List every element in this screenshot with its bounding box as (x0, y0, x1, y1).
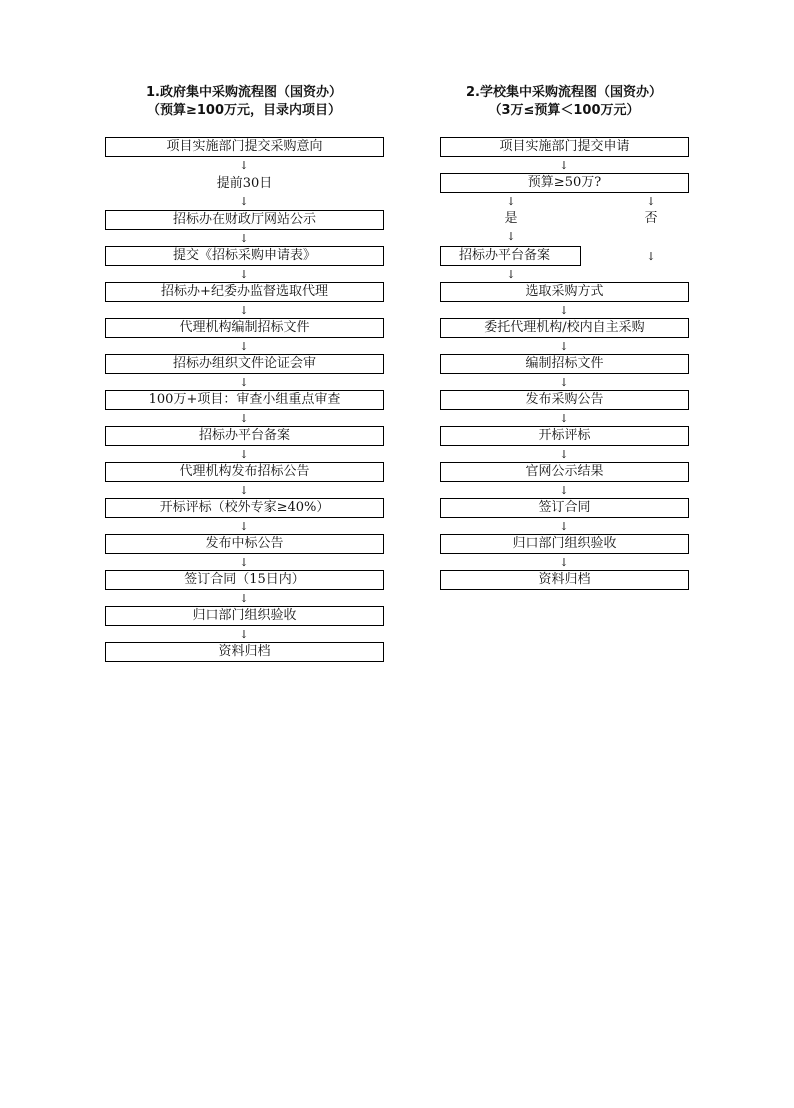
left-step-14: 归口部门组织验收 (105, 606, 384, 626)
arrow-icon (646, 249, 656, 264)
arrow-icon (559, 519, 569, 534)
right-step-method: 选取采购方式 (440, 282, 689, 302)
right-step-acceptance: 归口部门组织验收 (440, 534, 689, 554)
arrow-icon (239, 483, 249, 498)
arrow-icon (506, 194, 516, 209)
arrow-icon (559, 447, 569, 462)
right-step-filing: 招标办平台备案 (440, 246, 581, 266)
right-decision: 预算≥50万? (440, 173, 689, 193)
left-step-6: 代理机构编制招标文件 (105, 318, 384, 338)
arrow-icon (239, 158, 249, 173)
arrow-icon (559, 339, 569, 354)
right-step-1: 项目实施部门提交申请 (440, 137, 689, 157)
left-step-1: 项目实施部门提交采购意向 (105, 137, 384, 157)
left-step-13: 签订合同（15日内） (105, 570, 384, 590)
right-step-bid-eval: 开标评标 (440, 426, 689, 446)
arrow-icon (239, 411, 249, 426)
left-step-3: 招标办在财政厅网站公示 (105, 210, 384, 230)
arrow-icon (646, 194, 656, 209)
arrow-icon (239, 591, 249, 606)
arrow-icon (559, 303, 569, 318)
arrow-icon (239, 447, 249, 462)
left-step-5: 招标办+纪委办监督选取代理 (105, 282, 384, 302)
right-step-publicize: 官网公示结果 (440, 462, 689, 482)
right-title-line1: 2.学校集中采购流程图（国资办） (466, 85, 662, 100)
right-step-contract: 签订合同 (440, 498, 689, 518)
left-step-9: 招标办平台备案 (105, 426, 384, 446)
arrow-icon (239, 267, 249, 282)
arrow-icon (239, 231, 249, 246)
arrow-icon (239, 194, 249, 209)
right-step-announce: 发布采购公告 (440, 390, 689, 410)
left-step-8: 100万+项目：审查小组重点审查 (105, 390, 384, 410)
left-title-line1: 1.政府集中采购流程图（国资办） (146, 85, 342, 100)
branch-no-label: 否 (644, 211, 658, 226)
arrow-icon (239, 339, 249, 354)
left-step-15: 资料归档 (105, 642, 384, 662)
right-step-archive: 资料归档 (440, 570, 689, 590)
arrow-icon (239, 519, 249, 534)
left-step-10: 代理机构发布招标公告 (105, 462, 384, 482)
arrow-icon (559, 158, 569, 173)
right-step-delegate: 委托代理机构/校内自主采购 (440, 318, 689, 338)
arrow-icon (239, 627, 249, 642)
left-step-4: 提交《招标采购申请表》 (105, 246, 384, 266)
left-step-11: 开标评标（校外专家≥40%） (105, 498, 384, 518)
arrow-icon (559, 375, 569, 390)
branch-yes-label: 是 (504, 211, 518, 226)
arrow-icon (239, 303, 249, 318)
right-step-docs: 编制招标文件 (440, 354, 689, 374)
arrow-icon (559, 483, 569, 498)
arrow-icon (506, 267, 516, 282)
arrow-icon (559, 555, 569, 570)
arrow-icon (239, 375, 249, 390)
left-step-12: 发布中标公告 (105, 534, 384, 554)
arrow-icon (559, 411, 569, 426)
left-step-7: 招标办组织文件论证会审 (105, 354, 384, 374)
left-title-line2: （预算≥100万元，目录内项目） (146, 103, 342, 118)
left-step-2: 提前30日 (216, 176, 273, 191)
arrow-icon (506, 229, 516, 244)
arrow-icon (239, 555, 249, 570)
right-title-line2: （3万≤预算＜100万元） (488, 103, 640, 118)
